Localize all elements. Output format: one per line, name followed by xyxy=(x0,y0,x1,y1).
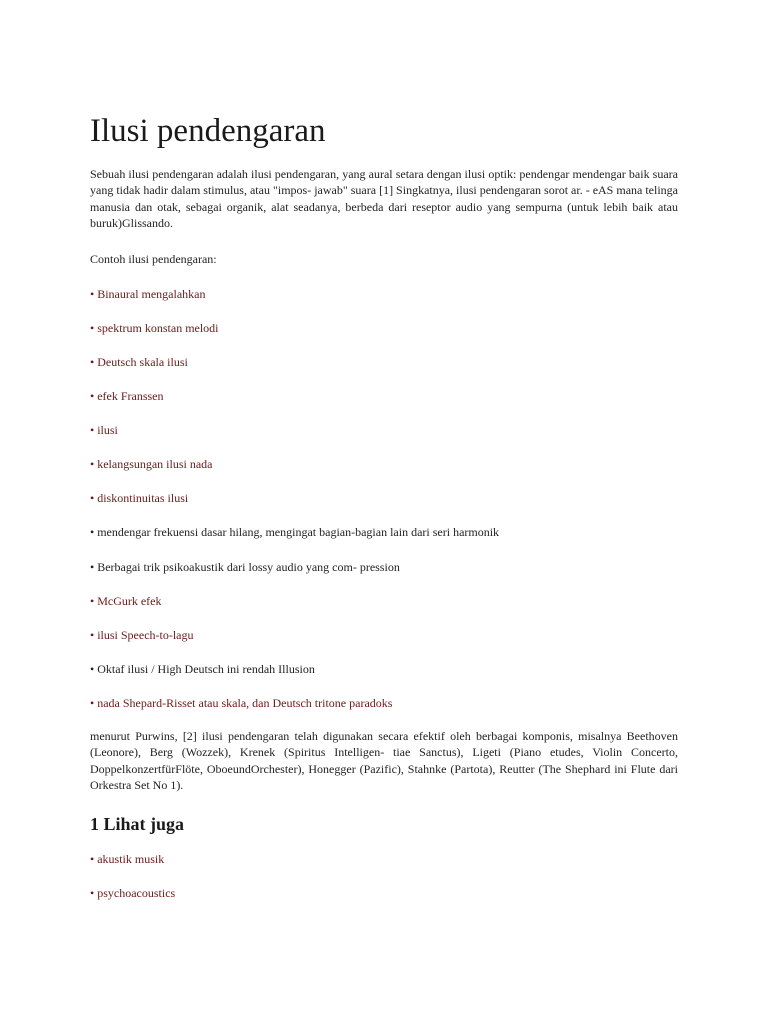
page-title: Ilusi pendengaran xyxy=(90,113,326,149)
list-item-binaural[interactable]: • Binaural mengalahkan xyxy=(90,287,206,301)
closing-paragraph: menurut Purwins, [2] ilusi pendengaran telah digunakan secara efektif oleh berbagai komponis, misalnya Beethoven (Leonore), Berg (Wozzek), Krenek (Spiritus Intelligen- tiae Sanctus), Ligeti (Piano etudes, Violin Concerto, DoppelkonzertfürFlöte, OboeundOrchester), Honegger (Pazific), Stahnke (Partota), Reutter (The Shephard ini Flute dari Orkestra Set No 1). xyxy=(90,729,678,792)
see-also-akustik[interactable]: • akustik musik xyxy=(90,852,165,866)
list-item-diskontinuitas[interactable]: • diskontinuitas ilusi xyxy=(90,491,189,505)
examples-heading: Contoh ilusi pendengaran: xyxy=(90,252,217,266)
list-item-shepard[interactable]: • nada Shepard-Risset atau skala, dan Deutsch tritone paradoks xyxy=(90,696,393,710)
list-item-psikoakustik: • Berbagai trik psikoakustik dari lossy audio yang com- pression xyxy=(90,560,400,574)
intro-paragraph: Sebuah ilusi pendengaran adalah ilusi pendengaran, yang aural setara dengan ilusi optik: pendengar mendengar baik suara yang tidak hadir dalam stimulus, atau "impos- jawab" suara [1] Singkatnya, ilusi pendengaran sorot ar. - eAS mana telinga manusia dan otak, sebagai organik, alat seadanya, berbeda dari reseptor audio yang sempurna (untuk lebih baik atau buruk)Glissando. xyxy=(90,167,678,230)
list-item-ilusi[interactable]: • ilusi xyxy=(90,423,118,437)
see-also-psychoacoustics[interactable]: • psychoacoustics xyxy=(90,886,176,900)
list-item-speech-to-lagu[interactable]: • ilusi Speech-to-lagu xyxy=(90,628,194,642)
list-item-frekuensi: • mendengar frekuensi dasar hilang, mengingat bagian-bagian lain dari seri harmonik xyxy=(90,525,500,539)
list-item-spektrum[interactable]: • spektrum konstan melodi xyxy=(90,321,219,335)
list-item-oktaf: • Oktaf ilusi / High Deutsch ini rendah Illusion xyxy=(90,662,315,676)
list-item-franssen[interactable]: • efek Franssen xyxy=(90,389,164,403)
list-item-deutsch-skala[interactable]: • Deutsch skala ilusi xyxy=(90,355,188,369)
see-also-heading: 1 Lihat juga xyxy=(90,814,185,834)
list-item-kelangsungan[interactable]: • kelangsungan ilusi nada xyxy=(90,457,213,471)
list-item-mcgurk[interactable]: • McGurk efek xyxy=(90,594,162,608)
